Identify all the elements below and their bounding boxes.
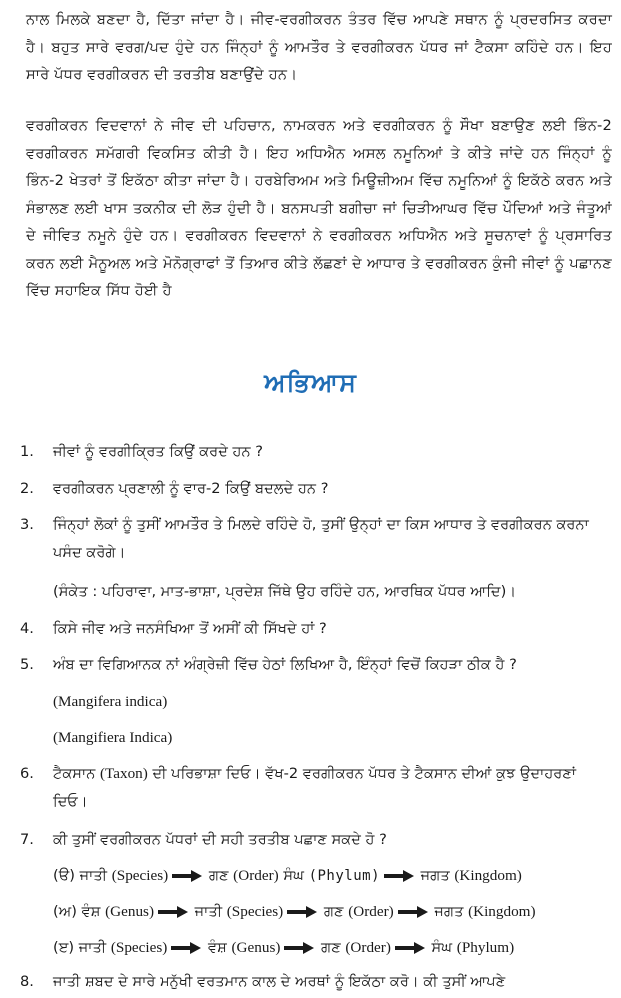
arrow-right-icon xyxy=(171,942,201,954)
question-text-rest: ਦੀ ਪਰਿਭਾਸ਼ਾ ਦਿਓ। ਵੱਖ-2 ਵਰਗੀਕਰਨ ਪੱਧਰ ਤੇ ਟੈਕਸਾਨ ਦੀਆਂ ਕੁਝ ਉਦਾਹਰਣਾਂ ਦਿਓ। xyxy=(53,765,576,810)
option-label: (ੲ) xyxy=(53,939,75,956)
question-text xyxy=(53,760,612,815)
sequence-option-c xyxy=(53,934,613,962)
taxon-word: ਟੈਕਸਾਨ xyxy=(53,765,96,782)
arrow-right-icon xyxy=(284,942,314,954)
paragraph-taxonomic-levels: ਨਾਲ ਮਿਲਕੇ ਬਣਦਾ ਹੈ, ਦਿੱਤਾ ਜਾਂਦਾ ਹੈ। ਜੀਵ-ਵਰਗੀਕਰਨ ਤੰਤਰ ਵਿੱਚ ਆਪਣੇ ਸਥਾਨ ਨੂੰ ਪ੍ਰਦਰਸਿਤ ਕਰਦਾ ਹੈ। ਬਹੁਤ ਸਾਰੇ ਵਰਗ/ਪਦ ਹੁੰਦੇ ਹਨ ਜਿੰਨ੍ਹਾਂ ਨੂੰ ਆਮਤੌਰ ਤੇ ਵਰਗੀਕਰਨ ਪੱਧਰ ਜਾਂ ਟੈਕਸਾ ਕਹਿੰਦੇ ਹਨ। ਇਹ ਸਾਰੇ ਪੱਧਰ ਵਰਗੀਕਰਨ ਦੀ ਤਰਤੀਬ ਬਣਾਉਂਦੇ ਹਨ। xyxy=(26,11,612,83)
paragraph-taxonomic-aids: ਵਰਗੀਕਰਨ ਵਿਦਵਾਨਾਂ ਨੇ ਜੀਵ ਦੀ ਪਹਿਚਾਨ, ਨਾਮਕਰਨ ਅਤੇ ਵਰਗੀਕਰਨ ਨੂੰ ਸੌਖਾ ਬਣਾਉਣ ਲਈ ਭਿੰਨ-2 ਵਰਗੀਕਰਨ ਸਮੱਗਰੀ ਵਿਕਸਿਤ ਕੀਤੀ ਹੈ। ਇਹ ਅਧਿਐਨ ਅਸਲ ਨਮੂਨਿਆਂ ਤੇ ਕੀਤੇ ਜਾਂਦੇ ਹਨ ਜਿੰਨ੍ਹਾਂ ਨੂੰ ਭਿੰਨ-2 ਖੇਤਰਾਂ ਤੋਂ ਇਕੱਠਾ ਕੀਤਾ ਜਾਂਦਾ ਹੈ। ਹਰਬੇਰਿਅਮ ਅਤੇ ਮਿਊਜ਼ੀਅਮ ਵਿੱਚ ਨਮੂਨਿਆਂ ਨੂੰ ਇਕੱਠੇ ਕਰਨ ਅਤੇ ਸੰਭਾਲਣ ਲਈ ਖਾਸ ਤਕਨੀਕ ਦੀ ਲੋੜ ਹੁੰਦੀ ਹੈ। ਬਨਸਪਤੀ ਬਗੀਚਾ ਜਾਂ ਚਿੜੀਆਘਰ ਵਿੱਚ ਪੌਦਿਆਂ ਅਤੇ ਜੰਤੂਆਂ ਦੇ ਜੀਵਿਤ ਨਮੂਨੇ ਹੁੰਦੇ ਹਨ। ਵਰਗੀਕਰਨ ਵਿਦਵਾਨਾਂ ਨੇ ਵਰਗੀਕਰਨ ਅਧਿਐਨ ਅਤੇ ਸੂਚਨਾਵਾਂ ਨੂੰ ਪ੍ਰਸਾਰਿਤ ਕਰਨ ਲਈ ਮੈਨੂਅਲ ਅਤੇ ਮੋਨੋਗ੍ਰਾਫਾਂ ਤੋਂ ਤਿਆਰ ਕੀਤੇ ਲੱਛਣਾਂ ਦੇ ਆਧਾਰ ਤੇ ਵਰਗੀਕਰਨ ਕੁੰਜੀ ਜੀਵਾਂ ਨੂੰ ਪਛਾਨਣ ਵਿੱਚ ਸਹਾਇਕ ਸਿੱਧ ਹੋਈ ਹੈ xyxy=(26,117,612,299)
arrow-right-icon xyxy=(158,906,188,918)
question-number: 1. xyxy=(20,443,34,460)
section-heading-exercises: ਅਭਿਆਸ xyxy=(264,368,357,397)
level-punjabi: ਜਾਤੀ xyxy=(79,867,108,884)
option-mangifera-indica: (Mangifera indica) xyxy=(53,693,168,710)
level-english: (Phylum) xyxy=(456,939,515,956)
question-number: 4. xyxy=(20,620,34,637)
level-english: (Order) xyxy=(348,903,394,920)
level-punjabi: ਜਾਤੀ xyxy=(78,939,107,956)
arrow-right-icon xyxy=(384,870,414,882)
level-punjabi: ਗਣ xyxy=(323,903,344,920)
question-number: 8. xyxy=(20,973,34,990)
level-punjabi: ਜਾਤੀ xyxy=(194,903,223,920)
question-text: ਅੰਬ ਦਾ ਵਿਗਿਆਨਕ ਨਾਂ ਅੰਗ੍ਰੇਜ਼ੀ ਵਿੱਚ ਹੇਠਾਂ ਲਿਖਿਆ ਹੈ, ਇੰਨ੍ਹਾਂ ਵਿਚੋਂ ਕਿਹੜਾ ਠੀਕ ਹੈ ? xyxy=(53,656,517,673)
question-text: ਜਿੰਨ੍ਹਾਂ ਲੋਕਾਂ ਨੂੰ ਤੁਸੀਂ ਆਮਤੌਰ ਤੇ ਮਿਲਦੇ ਰਹਿੰਦੇ ਹੋ, ਤੁਸੀਂ ਉਨ੍ਹਾਂ ਦਾ ਕਿਸ ਆਧਾਰ ਤੇ ਵਰਗੀਕਰਨ ਕਰਨਾ ਪਸੰਦ ਕਰੋਗੇ। xyxy=(53,516,589,561)
level-english: (Genus) xyxy=(231,939,281,956)
option-label: (ਅ) xyxy=(53,903,77,920)
question-text: ਜੀਵਾਂ ਨੂੰ ਵਰਗੀਕ੍ਰਿਤ ਕਿਉਂ ਕਰਦੇ ਹਨ ? xyxy=(53,443,263,460)
level-punjabi: ਸੰਘ xyxy=(283,867,304,884)
sequence-option-a xyxy=(53,862,613,891)
option-label: (ੳ) xyxy=(53,867,75,884)
arrow-right-icon xyxy=(287,906,317,918)
taxon-english: (Taxon) xyxy=(99,765,148,782)
question-number: 6. xyxy=(20,765,34,782)
level-english: (Order) xyxy=(345,939,391,956)
question-number: 5. xyxy=(20,656,34,673)
question-3-hint: (ਸੰਕੇਤ : ਪਹਿਰਾਵਾ, ਮਾਤ-ਭਾਸ਼ਾ, ਪ੍ਰਦੇਸ਼ ਜਿੱਥੇ ਉਹ ਰਹਿੰਦੇ ਹਨ, ਆਰਥਿਕ ਪੱਧਰ ਆਦਿ)। xyxy=(53,583,517,600)
level-english: (Kingdom) xyxy=(468,903,536,920)
question-text: ਕੀ ਤੁਸੀਂ ਵਰਗੀਕਰਨ ਪੱਧਰਾਂ ਦੀ ਸਹੀ ਤਰਤੀਬ ਪਛਾਣ ਸਕਦੇ ਹੋ ? xyxy=(53,831,387,848)
question-text: ਕਿਸੇ ਜੀਵ ਅਤੇ ਜਨਸੰਖਿਆ ਤੋਂ ਅਸੀਂ ਕੀ ਸਿੱਖਦੇ ਹਾਂ ? xyxy=(53,620,327,637)
level-english: (Genus) xyxy=(105,903,155,920)
level-punjabi: ਗਣ xyxy=(321,939,341,956)
level-english: (Order) xyxy=(233,867,279,884)
arrow-right-icon xyxy=(398,906,428,918)
level-punjabi: ਜਗਤ xyxy=(434,903,464,920)
level-punjabi: ਸੰਘ xyxy=(431,939,453,956)
sequence-option-b xyxy=(53,898,613,926)
level-english: (Species) xyxy=(111,867,169,884)
option-mangifiera-indica: (Mangifiera Indica) xyxy=(53,729,173,746)
level-english: (Species) xyxy=(110,939,168,956)
question-number: 2. xyxy=(20,480,34,497)
question-text: ਵਰਗੀਕਰਨ ਪ੍ਰਣਾਲੀ ਨੂੰ ਵਾਰ-2 ਕਿਉਂ ਬਦਲਦੇ ਹਨ ? xyxy=(53,480,329,497)
level-punjabi: ਗਣ xyxy=(208,867,229,884)
question-number: 3. xyxy=(20,516,34,533)
level-punjabi: ਵੰਸ਼ xyxy=(207,939,227,956)
level-english: (Phylum) xyxy=(308,868,381,884)
level-punjabi: ਜਗਤ xyxy=(420,867,450,884)
arrow-right-icon xyxy=(172,870,202,882)
question-text: ਜਾਤੀ ਸ਼ਬਦ ਦੇ ਸਾਰੇ ਮਨੁੱਖੀ ਵਰਤਮਾਨ ਕਾਲ ਦੇ ਅਰਥਾਂ ਨੂੰ ਇਕੱਠਾ ਕਰੋ। ਕੀ ਤੁਸੀਂ ਆਪਣੇ xyxy=(53,973,506,990)
level-english: (Species) xyxy=(226,903,284,920)
arrow-right-icon xyxy=(395,942,425,954)
question-number: 7. xyxy=(20,831,34,848)
level-english: (Kingdom) xyxy=(454,867,522,884)
level-punjabi: ਵੰਸ਼ xyxy=(81,903,101,920)
